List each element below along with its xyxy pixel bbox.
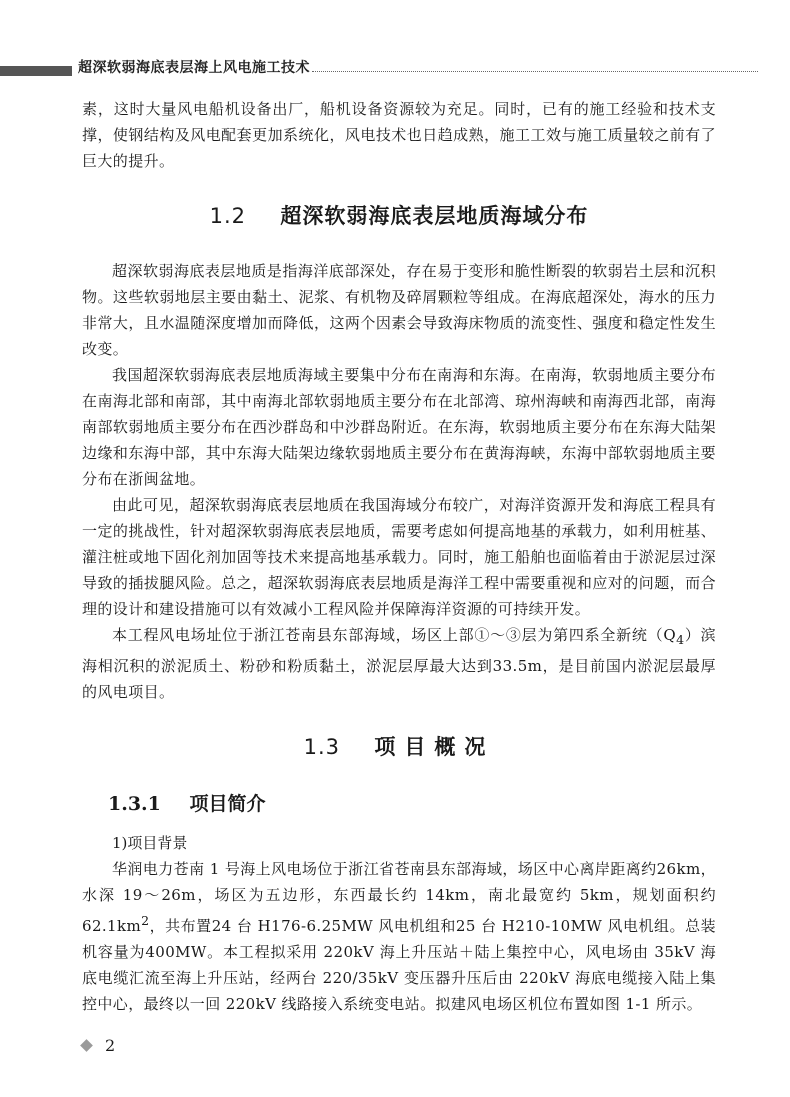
text-run: 华润电力苍南 1 号海上风电场位于浙江省苍南县东部海域，场区中心离岸距离约26km，水深 19～26m，场区为五边形，东西最长约 14km，南北最宽约 5km，规划面积约62.1km	[82, 860, 716, 935]
text-run: ）滨海相沉积的淤泥质土、粉砂和粉质黏土，淤泥层厚最大达到33.5m，是目前国内淤泥层最厚的风电项目。	[82, 626, 716, 701]
running-title: 超深软弱海底表层海上风电施工技术	[78, 60, 310, 76]
paragraph: 我国超深软弱海底表层地质海域主要集中分布在南海和东海。在南海，软弱地质主要分布在南海北部和南部，其中南海北部软弱地质主要分布在北部湾、琼州海峡和南海西北部，南海南部软弱地质主要分布在西沙群岛和中沙群岛附近。在东海，软弱地质主要分布在东海大陆架边缘和东海中部，其中东海大陆架边缘软弱地质主要分布在黄海海峡，东海中部软弱地质主要分布在浙闽盆地。	[82, 366, 716, 488]
page-footer	[82, 1034, 115, 1056]
paragraph: 由此可见，超深软弱海底表层地质在我国海域分布较广，对海洋资源开发和海底工程具有一定的挑战性，针对超深软弱海底表层地质，需要考虑如何提高地基的承载力，如利用桩基、灌注桩或地下固化剂加固等技术来提高地基承载力。同时，施工船舶也面临着由于淤泥层过深导致的插拔腿风险。总之，超深软弱海底表层地质是海洋工程中需要重视和应对的问题，而合理的设计和建设措施可以有效减小工程风险并保障海洋资源的可持续开发。	[82, 496, 716, 618]
section-title: 项目概况	[374, 735, 495, 759]
section-title: 超深软弱海底表层地质海域分布	[280, 204, 589, 228]
paragraph: 超深软弱海底表层地质是指海洋底部深处，存在易于变形和脆性断裂的软弱岩土层和沉积物。这些软弱地层主要由黏土、泥浆、有机物及碎屑颗粒等组成。在海底超深处，海水的压力非常大，且水温随深度增加而降低，这两个因素会导致海床物质的流变性、强度和稳定性发生改变。	[82, 262, 716, 358]
diamond-icon	[80, 1039, 93, 1052]
section-number: 1.2	[209, 204, 247, 228]
running-header	[0, 54, 790, 80]
subsection-title: 项目简介	[189, 793, 266, 815]
item-label: 1)项目背景	[112, 834, 188, 852]
section-heading-1-3	[82, 731, 716, 761]
quaternary-symbol: Q	[663, 626, 677, 644]
text-run: ，共布置24 台 H176-6.25MW 风电机组和25 台 H210-10MW 风电机组。总装机容量为400MW。本工程拟采用 220kV 海上升压站＋陆上集控中心，风电场由 35kV 海底电缆汇流至海上升压站，经两台 220/35kV 变压器升压后由 220kV 海底电缆接入陆上集控中心，最终以一回 220kV 线路接入系统变电站。拟建风电场区机位布置如图 1-1 所示。	[82, 917, 716, 1013]
quaternary-subscript: 4	[676, 632, 685, 647]
header-dotted-rule	[312, 71, 758, 72]
page-number: 2	[105, 1035, 116, 1055]
paragraph-project-background	[82, 856, 716, 1017]
page-body	[82, 96, 716, 1017]
subsection-number: 1.3.1	[108, 793, 161, 815]
intro-paragraph: 素，这时大量风电船机设备出厂，船机设备资源较为充足。同时，已有的施工经验和技术支撑，使钢结构及风电配套更加系统化，风电技术也日趋成熟，施工工效与施工质量较之前有了巨大的提升。	[82, 100, 716, 170]
text-run: 本工程风电场址位于浙江苍南县东部海域，场区上部①～③层为第四系全新统（	[112, 626, 664, 644]
section-number: 1.3	[303, 735, 341, 759]
subsection-heading-1-3-1	[108, 789, 716, 816]
area-superscript: 2	[141, 913, 150, 928]
section-heading-1-2	[82, 200, 716, 230]
header-bar	[0, 66, 72, 76]
paragraph-site-geology	[82, 622, 716, 705]
